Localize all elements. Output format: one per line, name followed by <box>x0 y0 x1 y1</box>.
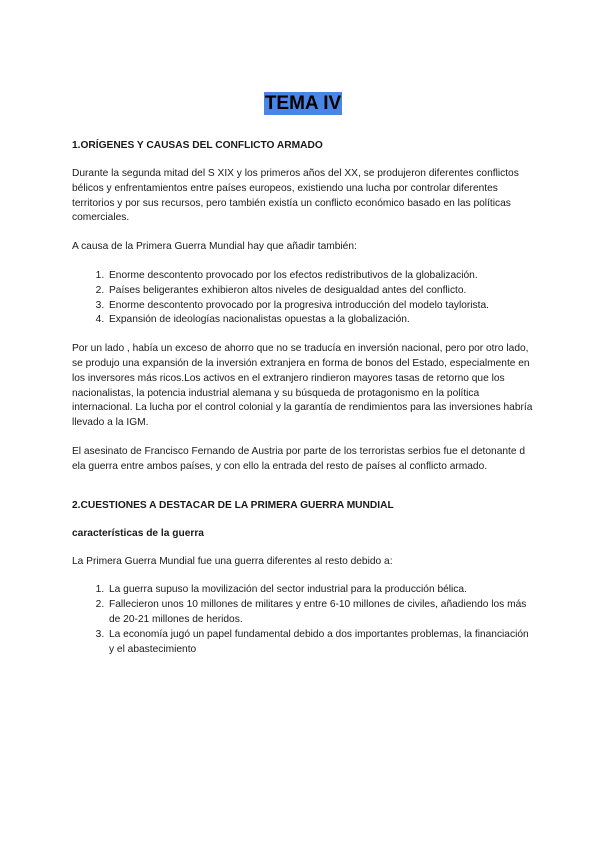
section-1-paragraph-4: El asesinato de Francisco Fernando de Austria por parte de los terroristas serbios fue el detonante d ela guerra entre ambos países, y con ello la entrada del resto de países al conflicto armado. <box>72 445 526 472</box>
section-1-paragraph-1: Durante la segunda mitad del S XIX y los primeros años del XX, se produjeron diferentes conflictos bélicos y enfrentamientos entre países europeos, existiendo una lucha por controlar diferentes territorios y por sus recursos, pero también existía un conflicto económico basado en las políticas comerciales. <box>72 168 519 224</box>
list-item: 1. Enorme descontento provocado por los efectos redistributivos de la globalización. <box>107 269 534 284</box>
section-1-heading: 1.ORÍGENES Y CAUSAS DEL CONFLICTO ARMADO <box>72 140 323 151</box>
list-item: 2. Países beligerantes exhibieron altos niveles de desigualdad antes del conflicto. <box>107 284 534 299</box>
title-wrapper <box>72 92 534 115</box>
list-item: 4. Expansión de ideologías nacionalistas opuestas a la globalización. <box>107 313 534 328</box>
document-body <box>72 92 534 671</box>
list-item: 2. Fallecieron unos 10 millones de militares y entre 6-10 millones de civiles, añadiendo los más de 20-21 millones de heridos. <box>107 598 534 628</box>
section-2-list <box>72 583 534 657</box>
document-title: TEMA IV <box>264 93 342 114</box>
list-item: 1. La guerra supuso la movilización del sector industrial para la producción bélica. <box>107 583 534 598</box>
section-1-paragraph-2: A causa de la Primera Guerra Mundial hay que añadir también: <box>72 241 357 253</box>
section-1-list <box>72 269 534 328</box>
section-1-paragraph-3: Por un lado , había un exceso de ahorro que no se traducía en inversión nacional, pero por otro lado, se produjo una expansión de la inversión extranjera en forma de bonos del Estado, especialmente en los inversores más ricos.Los activos en el extranjero rindieron mayores tasas de retorno que los nacionalistas, la potencia industrial alemana y su búsqueda de protagonismo en la política internacional. La lucha por el control colonial y la garantía de rendimientos para las inversiones habría llevado a la IGM. <box>72 343 533 429</box>
list-item: 3. La economía jugó un papel fundamental debido a dos importantes problemas, la financiación y el abastecimiento <box>107 628 534 658</box>
section-2-paragraph-1: La Primera Guerra Mundial fue una guerra diferentes al resto debido a: <box>72 555 393 567</box>
section-2-subheading: características de la guerra <box>72 527 204 539</box>
section-2-heading: 2.CUESTIONES A DESTACAR DE LA PRIMERA GUERRA MUNDIAL <box>72 499 394 511</box>
list-item: 3. Enorme descontento provocado por la progresiva introducción del modelo taylorista. <box>107 299 534 314</box>
